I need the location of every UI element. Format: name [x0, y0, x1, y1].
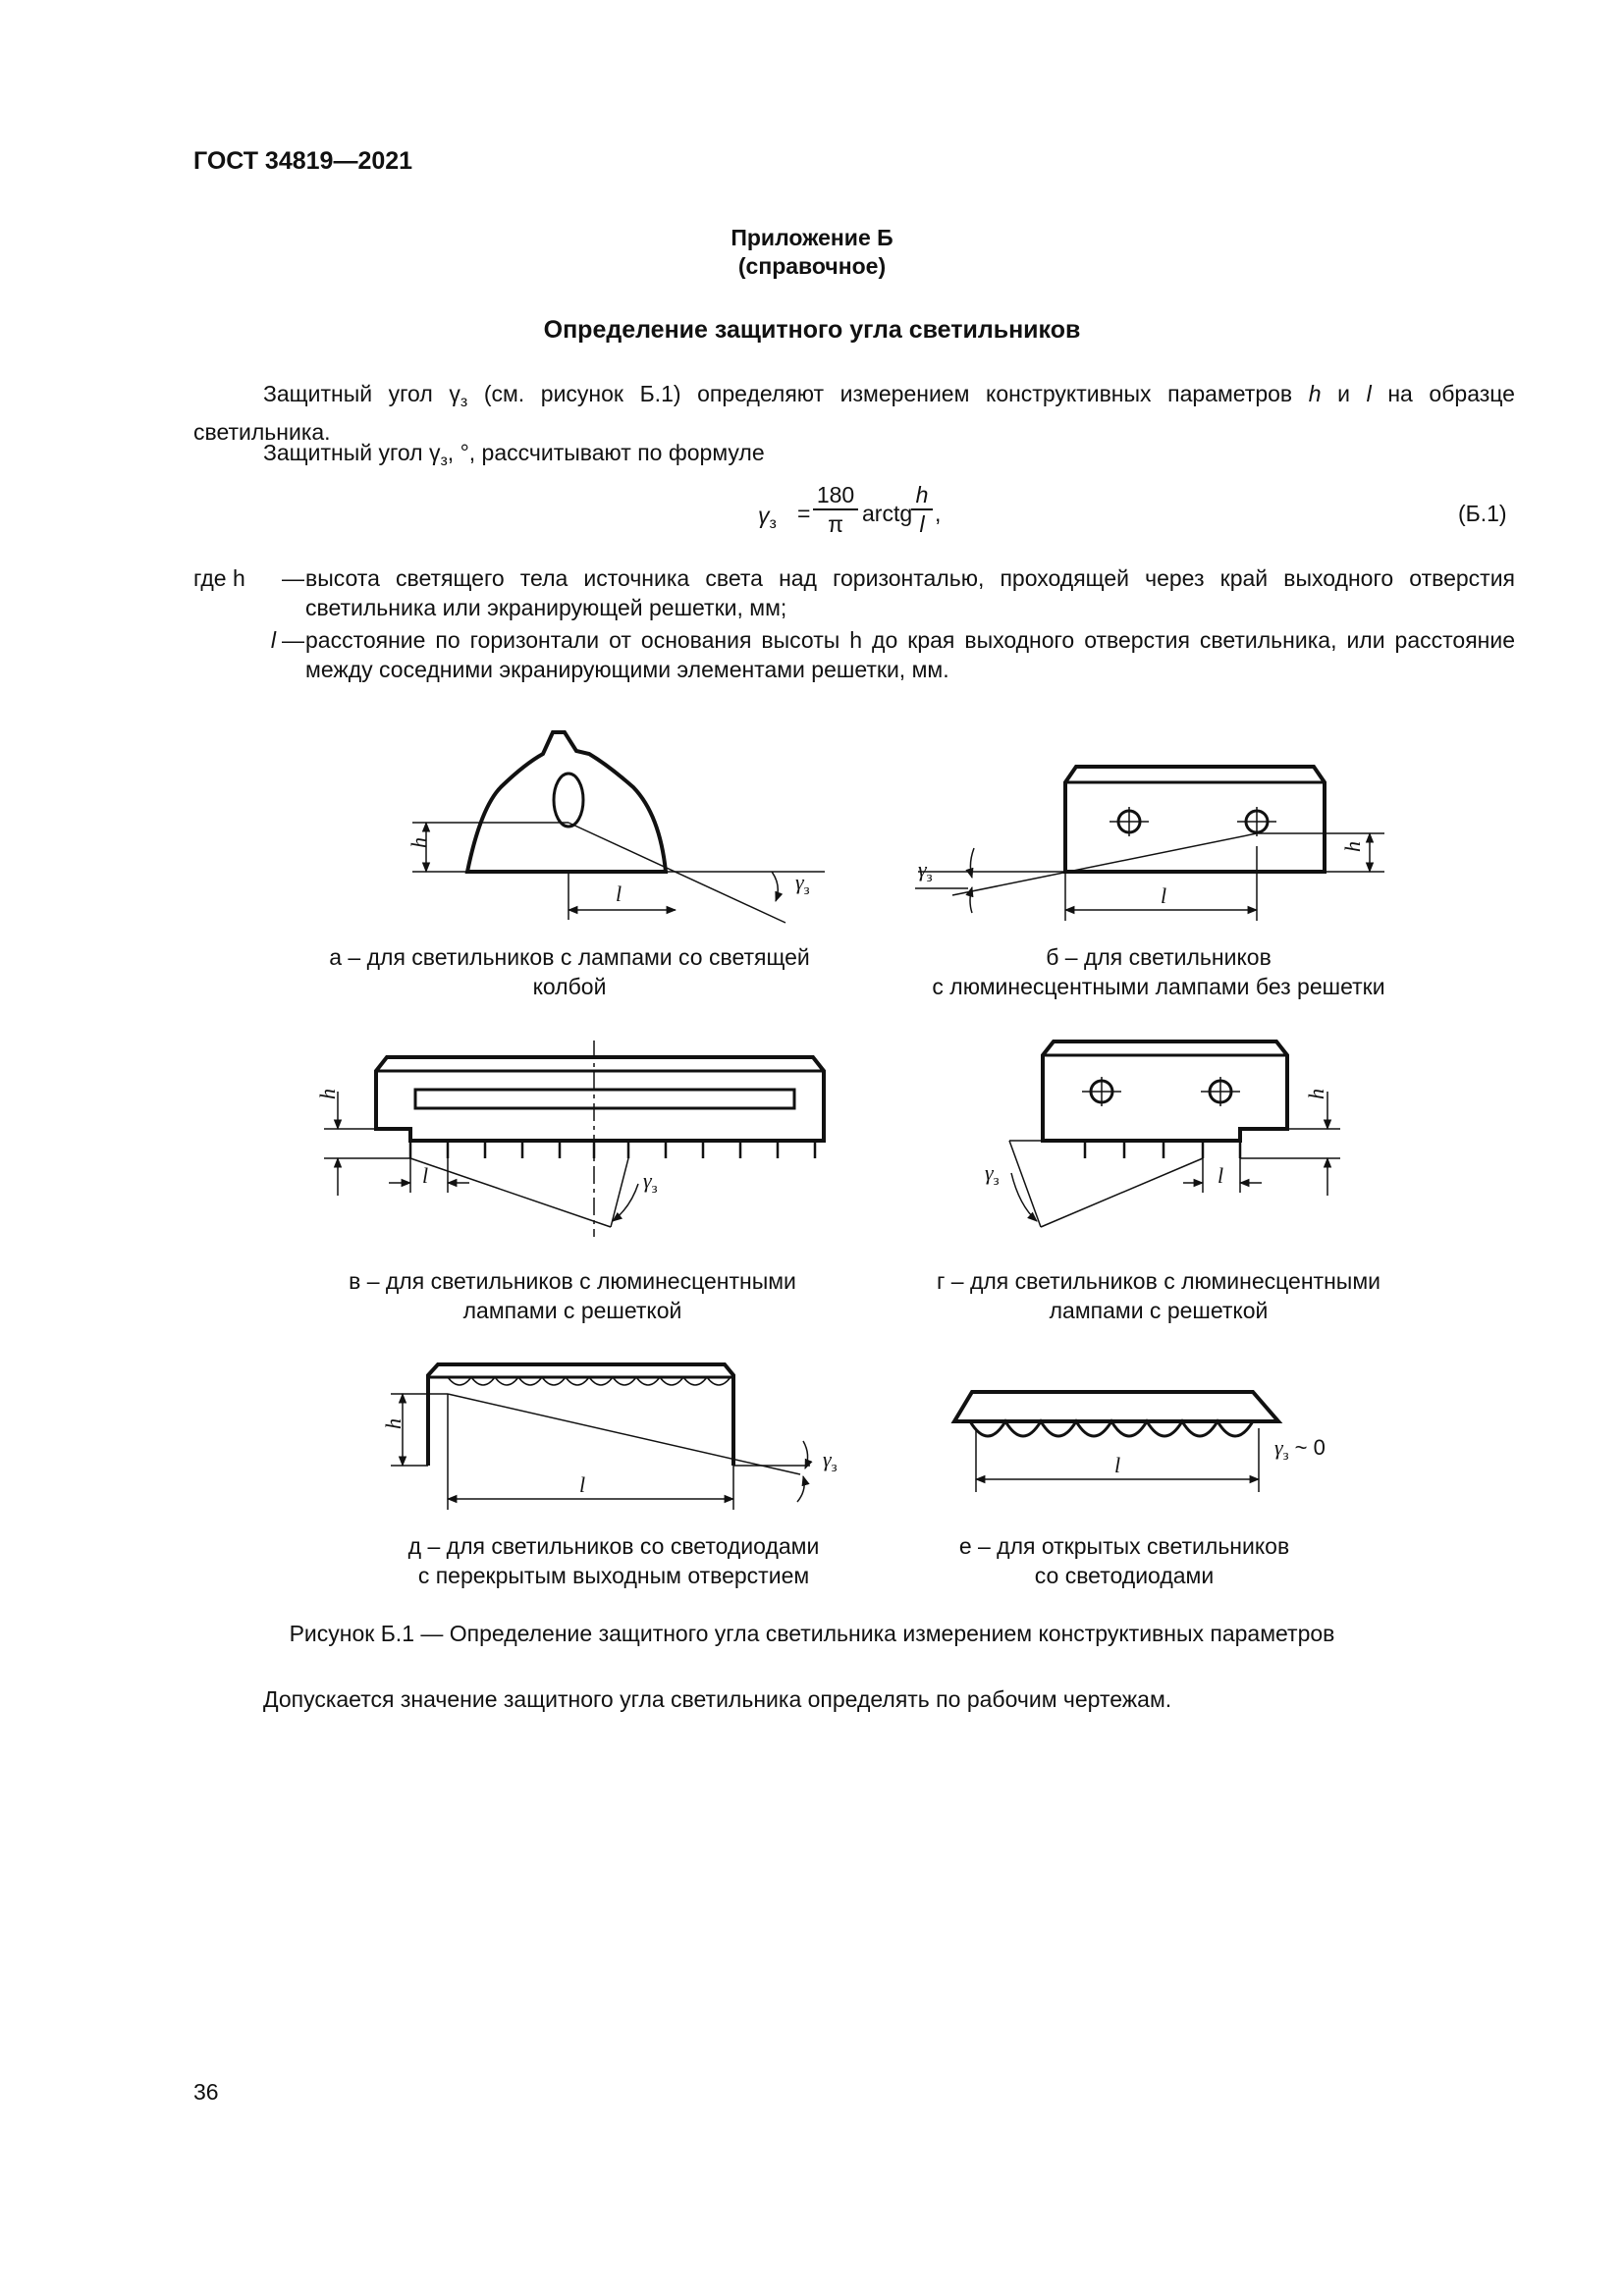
caption-v: в – для светильников с люминесцентными лампами с решеткой [349, 1268, 796, 1323]
caption-b: б – для светильников с люминесцентными лампами без решетки [932, 944, 1385, 999]
note-paragraph: Допускается значение защитного угла светильника определять по рабочим чертежам. [263, 1686, 1172, 1712]
paragraph-2: Защитный угол $\gamma_з$, °, рассчитывают по формуле [263, 440, 765, 469]
panel-b-labels [918, 841, 1365, 908]
page-number: 36 [193, 2079, 219, 2105]
label-h: h [381, 1418, 406, 1429]
appendix-heading: Определение защитного угла светильников [543, 316, 1081, 344]
formula-function: arctg [862, 501, 913, 526]
caption-d: д – для светильников со светодиодами с перекрытым выходным отверстием [407, 1533, 820, 1588]
definition-text: высота светящего тела источника света над горизонталью, проходящей через край выходного отверстия светильника или экранирующей решетки, мм; [305, 565, 1515, 620]
panel-b-drawing [915, 767, 1384, 921]
definition-l: l — расстояние по горизонтали от основания высоты h до края выходного отверстия светильника, или расстояние между соседними экранирующими элементами решетки, мм. [193, 625, 1515, 684]
label-gamma: $\gamma_з$ [795, 870, 810, 898]
formula-comma: , [935, 501, 942, 526]
label-l: l [422, 1163, 429, 1188]
caption-g: г – для светильников с люминесцентными лампами с решеткой [937, 1268, 1380, 1323]
definition-text: расстояние по горизонтали от основания высоты h до края выходного отверстия светильника, или расстояние между соседними экранирующими элементами решетки, мм. [305, 627, 1515, 682]
definition-label: l [270, 627, 276, 653]
panel-e-labels [1114, 1435, 1326, 1477]
label-h: h [1304, 1089, 1328, 1099]
caption-e: е – для открытых светильников со светодиодами [958, 1533, 1290, 1588]
label-l: l [616, 881, 623, 906]
definition-h: где h — высота светящего тела источника света над горизонталью, проходящей через край выходного отверстия светильника или экранирующей решетки, мм; [193, 565, 1515, 620]
panel-d-drawing [391, 1364, 810, 1510]
label-l: l [1161, 883, 1167, 908]
label-gamma: $\gamma_з$ [823, 1447, 838, 1475]
formula-fraction-180-pi: $\frac{180}{\pi}$ [813, 481, 858, 538]
formula-equals: = [797, 501, 811, 526]
appendix-kind: (справочное) [737, 253, 887, 279]
label-h: h [315, 1089, 340, 1099]
label-l: l [579, 1472, 586, 1497]
formula-number: (Б.1) [1458, 501, 1507, 526]
document-header: ГОСТ 34819—2021 [193, 147, 413, 175]
label-gamma: $\gamma_з$ [985, 1160, 1000, 1189]
figure-caption: Рисунок Б.1 — Определение защитного угла светильника измерением конструктивных параметров [289, 1621, 1335, 1646]
caption-a: а – для светильников с лампами со светящей колбой [329, 944, 810, 999]
label-gamma: $\gamma_з$ [643, 1168, 658, 1197]
panel-g-drawing [1009, 1041, 1340, 1227]
definition-label: где h [193, 565, 245, 591]
label-h: h [1340, 841, 1365, 852]
appendix-title: Приложение Б [731, 225, 893, 250]
label-h: h [406, 837, 431, 848]
formula-lhs: $\gamma_з$ [758, 503, 777, 532]
label-l: l [1114, 1453, 1121, 1477]
label-gamma: $\gamma_з$ [918, 857, 933, 885]
paragraph-1: Защитный угол $\gamma_з$ (см. рисунок Б.1) определяют измерением конструктивных параметров h и l на образце светильника. [193, 381, 1515, 445]
label-gamma-approx: $\gamma_з$ ~ 0 [1274, 1435, 1326, 1464]
panel-v-drawing [324, 1041, 824, 1237]
label-l: l [1218, 1163, 1224, 1188]
formula-fraction-h-l: $\frac{h}{l}$ [911, 481, 933, 538]
